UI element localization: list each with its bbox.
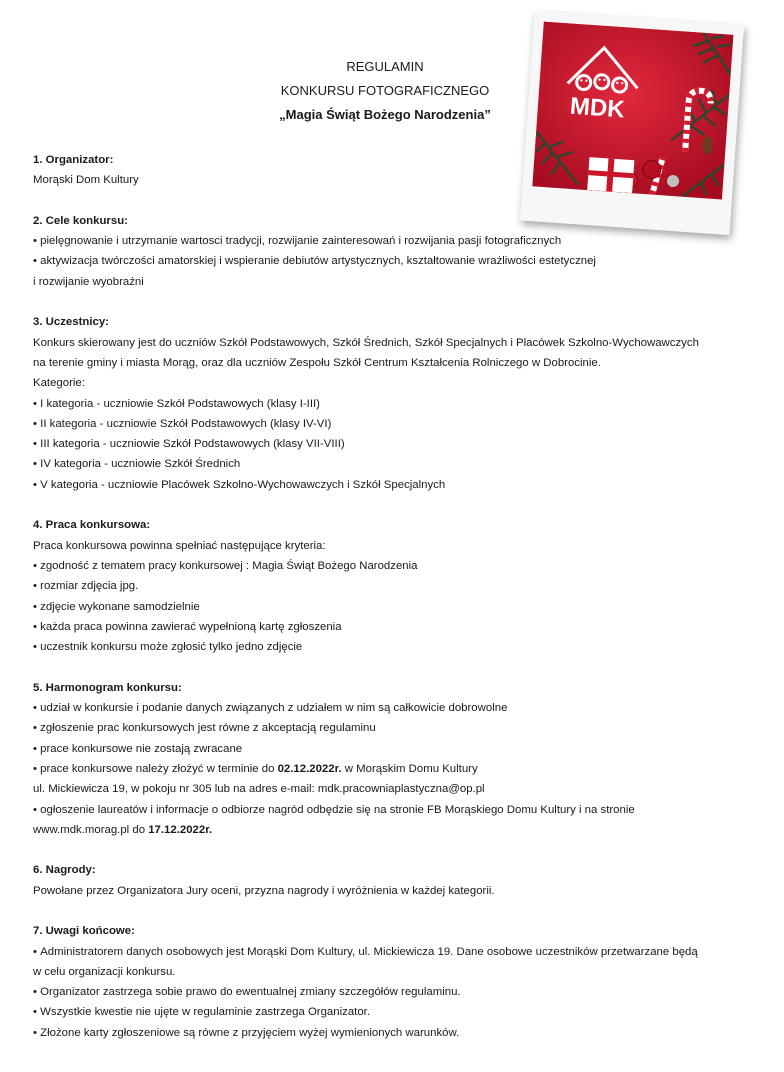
deadline-date: 02.12.2022r. bbox=[277, 762, 342, 775]
list-item: • zgłoszenie prac konkursowych jest równe z akceptacją regulaminu bbox=[33, 718, 745, 738]
header-subtitle: KONKURSU FOTOGRAFICZNEGO bbox=[280, 83, 490, 98]
list-item: • Złożone karty zgłoszeniowe są równe z przyjęciem wyżej wymienionych warunków. bbox=[33, 1023, 745, 1043]
address-email-line: ul. Mickiewicza 19, w pokoju nr 305 lub na adres e-mail: mdk.pracowniaplastyczna@op.pl bbox=[33, 783, 485, 796]
svg-text:MDK: MDK bbox=[569, 92, 626, 124]
section-goals bbox=[33, 211, 745, 292]
list-item: • I kategoria - uczniowie Szkół Podstawowych (klasy I-III) bbox=[33, 394, 745, 414]
categories-label: Kategorie: bbox=[33, 377, 85, 390]
list-item: • aktywizacja twórczości amatorskiej i wspieranie debiutów artystycznych, kształtowanie wrażliwości estetycznej bbox=[33, 251, 745, 271]
list-item-continuation: i rozwijanie wyobraźni bbox=[33, 275, 144, 288]
list-item: • rozmiar zdjęcia jpg. bbox=[33, 576, 745, 596]
section-schedule bbox=[33, 678, 745, 840]
prizes-text: Powołane przez Organizatora Jury oceni, przyzna nagrody i wyróżnienia w każdej kategorii. bbox=[33, 884, 495, 897]
list-item: • uczestnik konkursu może zgłosić tylko jedno zdjęcie bbox=[33, 637, 745, 657]
header-title: REGULAMIN bbox=[346, 59, 424, 74]
deadline-place: w Morąskim Domu Kultury bbox=[341, 762, 478, 775]
list-item: • Wszystkie kwestie nie ujęte w regulaminie zastrzega Organizator. bbox=[33, 1002, 745, 1022]
section-final-notes bbox=[33, 921, 745, 1043]
section-title: 7. Uwagi końcowe: bbox=[33, 925, 135, 938]
list-item: • Administratorem danych osobowych jest Morąski Dom Kultury, ul. Mickiewicza 19. Dane osobowe uczestników przetwarzane będą bbox=[33, 942, 745, 962]
results-date: 17.12.2022r. bbox=[148, 823, 213, 836]
participants-text: na terenie gminy i miasta Morąg, oraz dla uczniów Zespołu Szkół Centrum Kształcenia Rolniczego w Dobrocinie. bbox=[33, 356, 601, 369]
organizer-text: Morąski Dom Kultury bbox=[33, 174, 139, 187]
list-item: • II kategoria - uczniowie Szkół Podstawowych (klasy IV-VI) bbox=[33, 414, 745, 434]
section-title: 5. Harmonogram konkursu: bbox=[33, 681, 182, 694]
list-item: • pielęgnowanie i utrzymanie wartosci tradycji, rozwijanie zainteresowań i rozwijania pasji fotograficznych bbox=[33, 231, 745, 251]
list-item bbox=[33, 759, 745, 779]
results-line bbox=[33, 820, 745, 840]
list-item: • prace konkursowe nie zostają zwracane bbox=[33, 739, 745, 759]
list-item: • udział w konkursie i podanie danych związanych z udziałem w nim są całkowicie dobrowolne bbox=[33, 698, 745, 718]
list-item: • ogłoszenie laureatów i informacje o odbiorze nagród odbędzie się na stronie FB Morąskiego Domu Kultury i na stronie bbox=[33, 800, 745, 820]
list-item: • V kategoria - uczniowie Placówek Szkolno-Wychowawczych i Szkół Specjalnych bbox=[33, 475, 745, 495]
participants-text: Konkurs skierowany jest do uczniów Szkół Podstawowych, Szkół Średnich, Szkół Specjalnych i Placówek Szkolno-Wychowawczych bbox=[33, 336, 699, 349]
header-contest-name: „Magia Świąt Bożego Narodzenia” bbox=[279, 107, 491, 122]
section-participants bbox=[33, 312, 745, 495]
website-text: www.mdk.morag.pl do bbox=[33, 823, 149, 836]
list-item: • zgodność z tematem pracy konkursowej : Magia Świąt Bożego Narodzenia bbox=[33, 556, 745, 576]
section-prizes bbox=[33, 860, 745, 901]
list-item: • IV kategoria - uczniowie Szkół Średnich bbox=[33, 454, 745, 474]
list-item-continuation: w celu organizacji konkursu. bbox=[33, 965, 176, 978]
list-item: • każda praca powinna zawierać wypełnioną kartę zgłoszenia bbox=[33, 617, 745, 637]
list-item: • III kategoria - uczniowie Szkół Podstawowych (klasy VII-VIII) bbox=[33, 434, 745, 454]
section-title: 2. Cele konkursu: bbox=[33, 214, 128, 227]
entry-intro: Praca konkursowa powinna spełniać następujące kryteria: bbox=[33, 539, 326, 552]
section-title: 3. Uczestnicy: bbox=[33, 316, 109, 329]
section-title: 1. Organizator: bbox=[33, 154, 114, 166]
section-entry bbox=[33, 515, 745, 657]
section-title: 6. Nagrody: bbox=[33, 864, 96, 877]
list-item: • zdjęcie wykonane samodzielnie bbox=[33, 597, 745, 617]
section-organizer bbox=[33, 150, 745, 191]
regulations-body bbox=[33, 150, 745, 1063]
section-title: 4. Praca konkursowa: bbox=[33, 519, 151, 532]
list-item: • Organizator zastrzega sobie prawo do ewentualnej zmiany szczegółów regulaminu. bbox=[33, 982, 745, 1002]
deadline-text: prace konkursowe należy złożyć w terminie do bbox=[40, 762, 278, 775]
